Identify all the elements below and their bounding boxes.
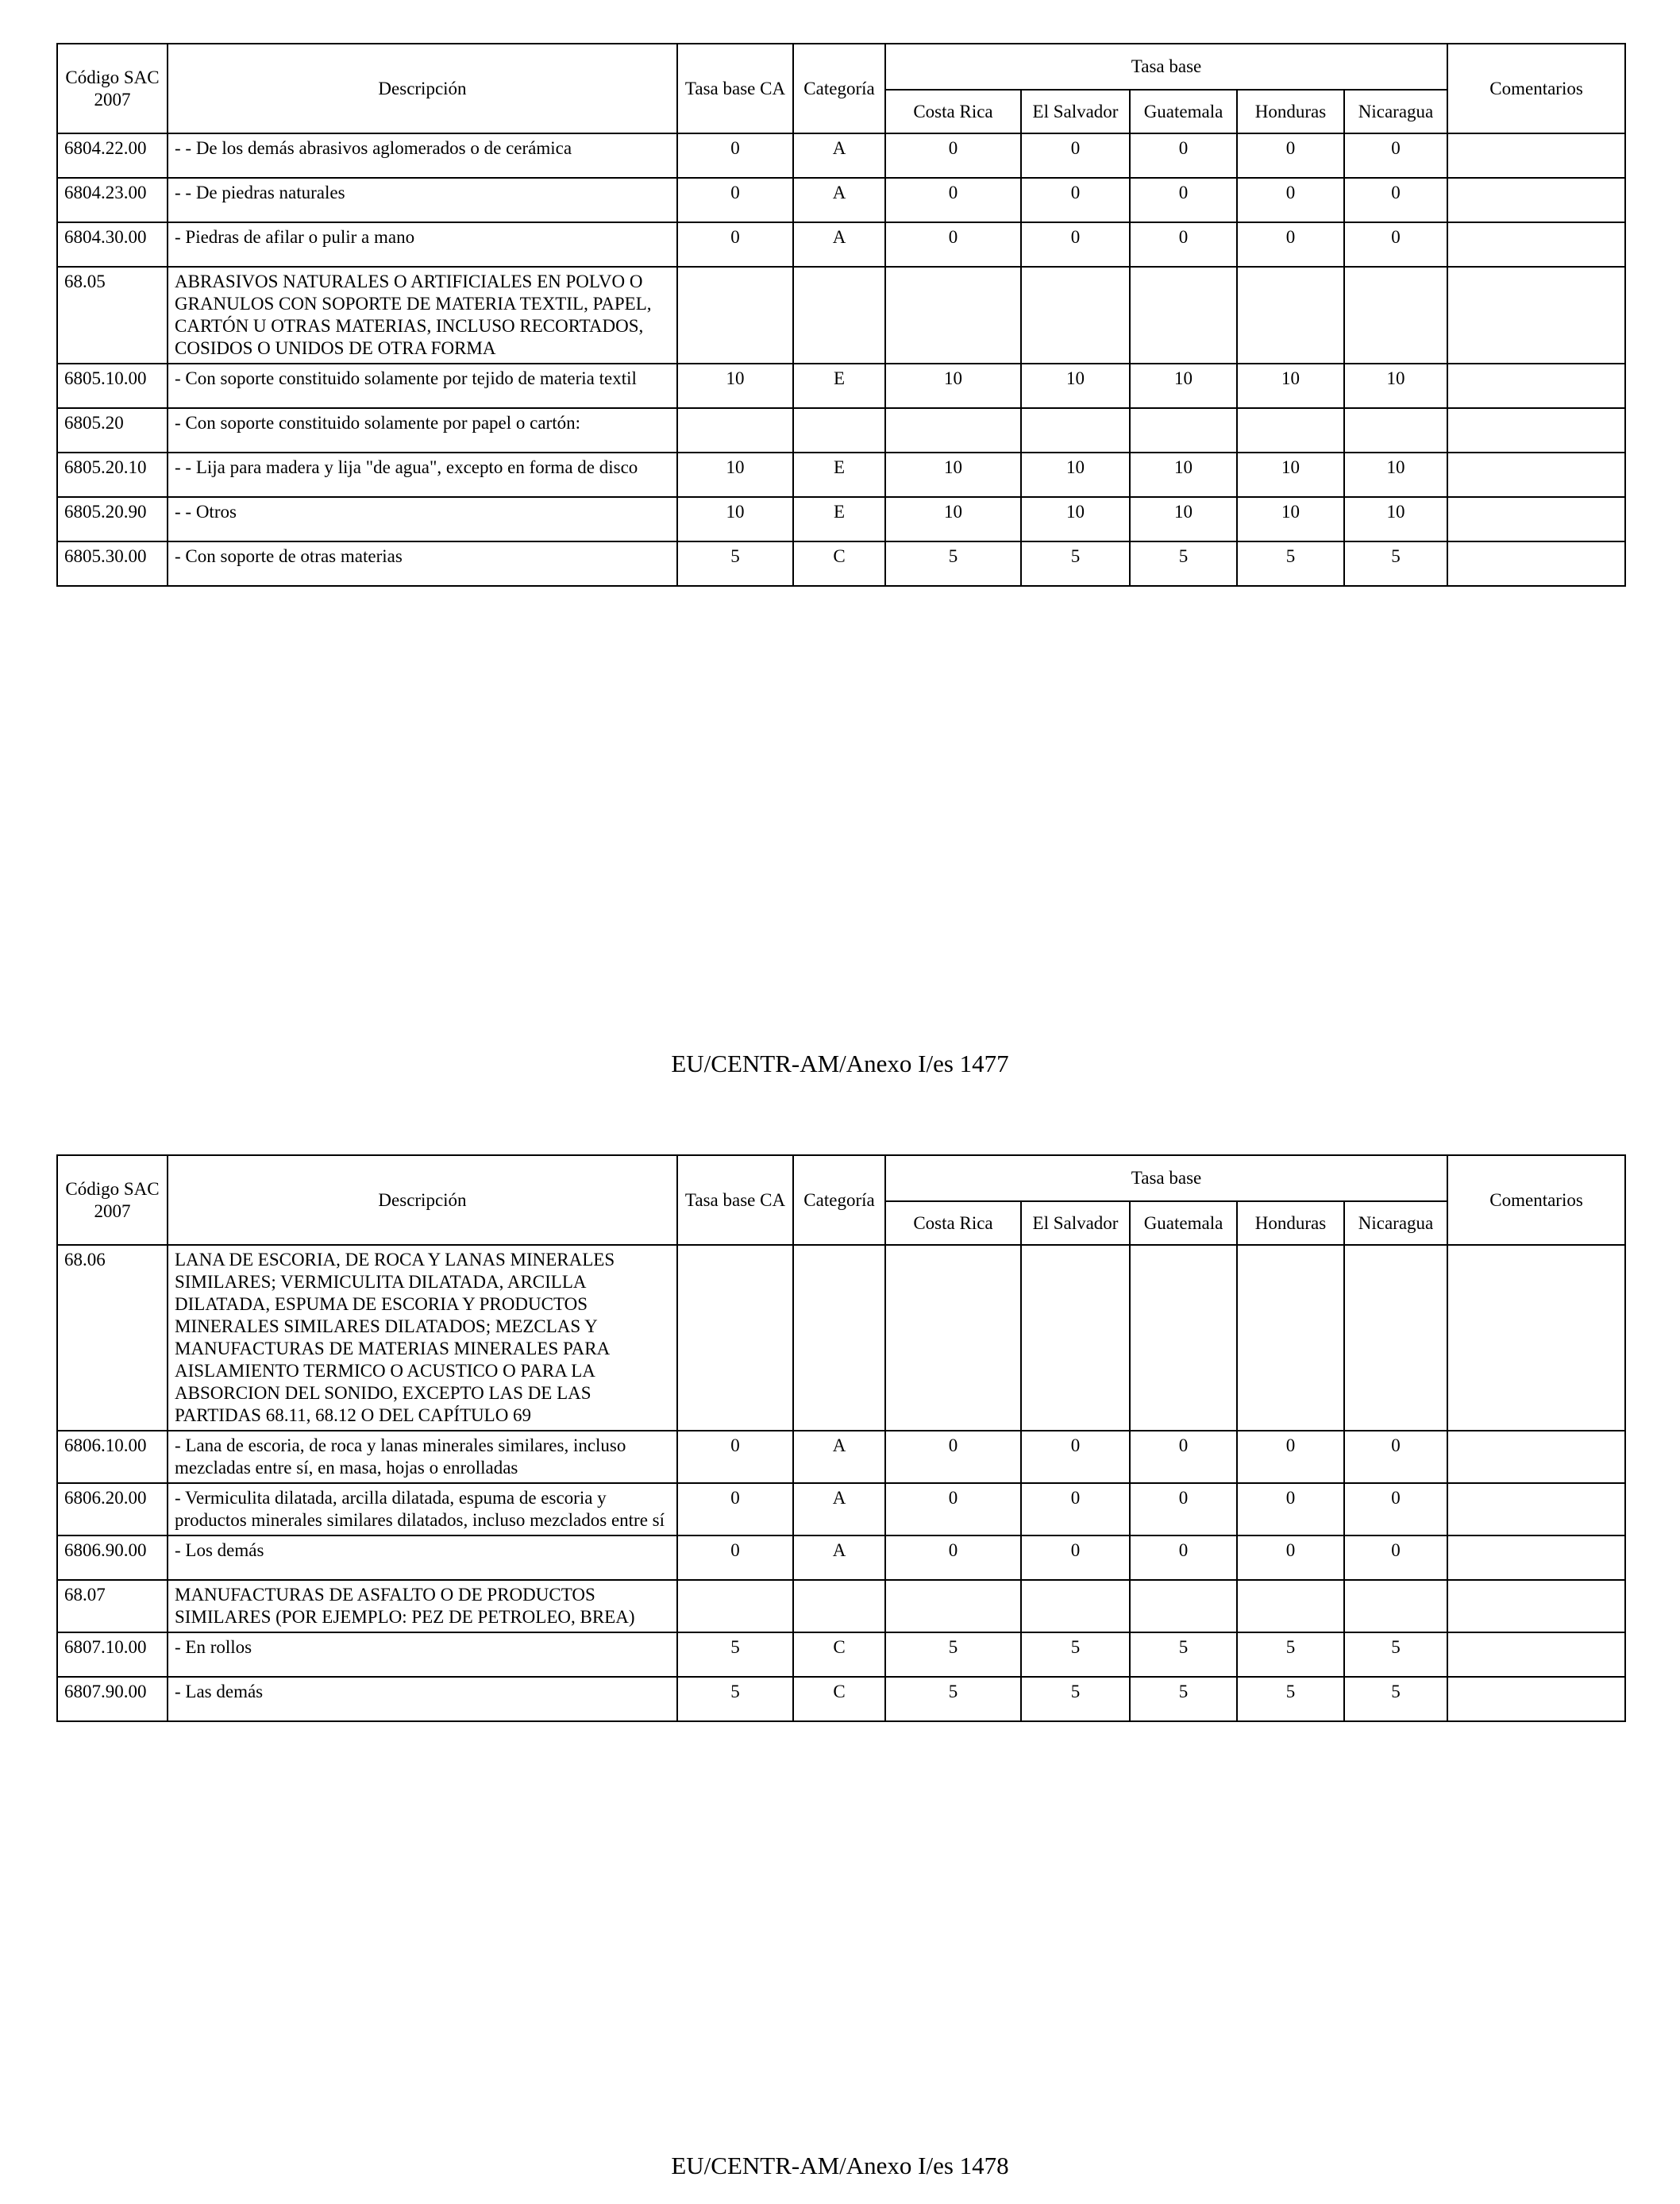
cell-honduras: 0	[1237, 178, 1344, 222]
table-row	[57, 453, 1625, 497]
table-row	[57, 1431, 1625, 1483]
cell-description: - - De piedras naturales	[168, 178, 677, 222]
cell-categoria: C	[793, 1677, 885, 1721]
cell-description: LANA DE ESCORIA, DE ROCA Y LANAS MINERALES SIMILARES; VERMICULITA DILATADA, ARCILLA DILATADA, ESPUMA DE ESCORIA Y PRODUCTOS MINERALES SIMILARES DILATADOS; MEZCLAS Y MANUFACTURAS DE MATERIAS MINERALES PARA AISLAMIENTO TERMICO O ACUSTICO O PARA LA ABSORCION DEL SONIDO, EXCEPTO LAS DE LAS PARTIDAS 68.11, 68.12 O DEL CAPÍTULO 69	[168, 1245, 677, 1431]
cell-description: - Con soporte constituido solamente por tejido de materia textil	[168, 364, 677, 408]
page-footer: EU/CENTR-AM/Anexo I/es 1477	[671, 1050, 1009, 1077]
table-row	[57, 1245, 1625, 1431]
cell-comentarios	[1447, 497, 1625, 541]
cell-tasa-base-ca: 0	[677, 1535, 793, 1580]
cell-costa-rica: 0	[885, 1483, 1021, 1535]
cell-tasa-base-ca: 10	[677, 364, 793, 408]
cell-code: 6805.10.00	[57, 364, 168, 408]
cell-nicaragua: 10	[1344, 497, 1447, 541]
cell-code: 68.06	[57, 1245, 168, 1431]
header-categoria: Categoría	[793, 1155, 885, 1245]
cell-code: 6806.20.00	[57, 1483, 168, 1535]
cell-el-salvador: 10	[1021, 497, 1130, 541]
cell-guatemala: 10	[1130, 453, 1237, 497]
cell-nicaragua: 5	[1344, 541, 1447, 586]
cell-tasa-base-ca: 0	[677, 178, 793, 222]
cell-description: ABRASIVOS NATURALES O ARTIFICIALES EN POLVO O GRANULOS CON SOPORTE DE MATERIA TEXTIL, PAPEL, CARTÓN U OTRAS MATERIAS, INCLUSO RECORTADOS, COSIDOS O UNIDOS DE OTRA FORMA	[168, 267, 677, 364]
cell-el-salvador: 10	[1021, 364, 1130, 408]
cell-guatemala: 5	[1130, 1632, 1237, 1677]
table-row	[57, 1580, 1625, 1632]
cell-categoria: E	[793, 497, 885, 541]
table-body	[57, 1245, 1625, 1721]
cell-guatemala: 0	[1130, 222, 1237, 267]
cell-el-salvador: 10	[1021, 453, 1130, 497]
header-comentarios: Comentarios	[1447, 1155, 1625, 1245]
cell-el-salvador: 5	[1021, 1677, 1130, 1721]
cell-costa-rica	[885, 1245, 1021, 1431]
cell-costa-rica: 10	[885, 453, 1021, 497]
cell-categoria	[793, 1245, 885, 1431]
header-costa-rica: Costa Rica	[885, 1201, 1021, 1245]
cell-nicaragua	[1344, 1245, 1447, 1431]
cell-comentarios	[1447, 222, 1625, 267]
cell-costa-rica	[885, 1580, 1021, 1632]
cell-description: - - De los demás abrasivos aglomerados o de cerámica	[168, 133, 677, 178]
cell-description: - En rollos	[168, 1632, 677, 1677]
cell-nicaragua	[1344, 267, 1447, 364]
cell-tasa-base-ca: 0	[677, 133, 793, 178]
cell-categoria: A	[793, 1483, 885, 1535]
cell-el-salvador: 0	[1021, 133, 1130, 178]
cell-nicaragua: 0	[1344, 133, 1447, 178]
cell-nicaragua: 5	[1344, 1677, 1447, 1721]
cell-costa-rica: 10	[885, 497, 1021, 541]
cell-el-salvador: 0	[1021, 222, 1130, 267]
cell-guatemala: 10	[1130, 497, 1237, 541]
cell-code: 68.05	[57, 267, 168, 364]
cell-guatemala: 0	[1130, 1483, 1237, 1535]
cell-description: - - Otros	[168, 497, 677, 541]
cell-code: 6805.20.90	[57, 497, 168, 541]
cell-tasa-base-ca: 5	[677, 1677, 793, 1721]
tariff-table	[56, 43, 1626, 587]
table-row	[57, 1632, 1625, 1677]
cell-el-salvador	[1021, 1580, 1130, 1632]
cell-comentarios	[1447, 364, 1625, 408]
cell-comentarios	[1447, 453, 1625, 497]
cell-costa-rica: 0	[885, 1535, 1021, 1580]
cell-code: 6804.23.00	[57, 178, 168, 222]
cell-comentarios	[1447, 1677, 1625, 1721]
header-tasa-base: Tasa base	[885, 44, 1447, 90]
cell-code: 6807.90.00	[57, 1677, 168, 1721]
cell-description: - Lana de escoria, de roca y lanas minerales similares, incluso mezcladas entre sí, en masa, hojas o enrolladas	[168, 1431, 677, 1483]
cell-guatemala	[1130, 267, 1237, 364]
cell-honduras	[1237, 1580, 1344, 1632]
cell-costa-rica: 0	[885, 133, 1021, 178]
table-row	[57, 541, 1625, 586]
cell-categoria: E	[793, 453, 885, 497]
header-costa-rica: Costa Rica	[885, 90, 1021, 133]
cell-costa-rica: 5	[885, 1632, 1021, 1677]
cell-honduras: 0	[1237, 1431, 1344, 1483]
tariff-table	[56, 1154, 1626, 1722]
cell-tasa-base-ca: 5	[677, 1632, 793, 1677]
table-row	[57, 364, 1625, 408]
cell-nicaragua	[1344, 1580, 1447, 1632]
cell-code: 6805.20	[57, 408, 168, 453]
table-row	[57, 267, 1625, 364]
cell-nicaragua: 0	[1344, 1535, 1447, 1580]
cell-honduras	[1237, 408, 1344, 453]
table-row	[57, 408, 1625, 453]
header-honduras: Honduras	[1237, 90, 1344, 133]
cell-el-salvador	[1021, 1245, 1130, 1431]
cell-nicaragua: 0	[1344, 178, 1447, 222]
cell-tasa-base-ca	[677, 267, 793, 364]
cell-tasa-base-ca: 0	[677, 1431, 793, 1483]
header-description: Descripción	[168, 44, 677, 133]
cell-comentarios	[1447, 1483, 1625, 1535]
header-comentarios: Comentarios	[1447, 44, 1625, 133]
cell-comentarios	[1447, 133, 1625, 178]
cell-el-salvador: 0	[1021, 1483, 1130, 1535]
header-code: Código SAC 2007	[57, 44, 168, 133]
header-code: Código SAC 2007	[57, 1155, 168, 1245]
header-honduras: Honduras	[1237, 1201, 1344, 1245]
cell-costa-rica: 0	[885, 178, 1021, 222]
cell-description: - Piedras de afilar o pulir a mano	[168, 222, 677, 267]
cell-description: - - Lija para madera y lija "de agua", excepto en forma de disco	[168, 453, 677, 497]
table-body	[57, 133, 1625, 586]
cell-code: 6805.30.00	[57, 541, 168, 586]
cell-costa-rica: 0	[885, 1431, 1021, 1483]
cell-categoria: A	[793, 1431, 885, 1483]
cell-categoria	[793, 408, 885, 453]
cell-guatemala: 0	[1130, 1431, 1237, 1483]
cell-code: 6804.30.00	[57, 222, 168, 267]
cell-comentarios	[1447, 178, 1625, 222]
table-row	[57, 222, 1625, 267]
header-tasa-base-ca: Tasa base CA	[677, 1155, 793, 1245]
cell-nicaragua: 0	[1344, 1483, 1447, 1535]
cell-categoria	[793, 267, 885, 364]
cell-guatemala: 10	[1130, 364, 1237, 408]
cell-description: - Vermiculita dilatada, arcilla dilatada, espuma de escoria y productos minerales similares dilatados, incluso mezclados entre sí	[168, 1483, 677, 1535]
cell-code: 6804.22.00	[57, 133, 168, 178]
cell-nicaragua: 5	[1344, 1632, 1447, 1677]
cell-tasa-base-ca	[677, 1580, 793, 1632]
cell-guatemala: 5	[1130, 1677, 1237, 1721]
cell-code: 6807.10.00	[57, 1632, 168, 1677]
cell-code: 6805.20.10	[57, 453, 168, 497]
cell-tasa-base-ca: 5	[677, 541, 793, 586]
cell-code: 6806.10.00	[57, 1431, 168, 1483]
cell-description: - Los demás	[168, 1535, 677, 1580]
table-row	[57, 1677, 1625, 1721]
cell-categoria: E	[793, 364, 885, 408]
cell-el-salvador: 0	[1021, 1431, 1130, 1483]
cell-costa-rica: 0	[885, 222, 1021, 267]
header-guatemala: Guatemala	[1130, 90, 1237, 133]
cell-honduras: 10	[1237, 497, 1344, 541]
cell-categoria: A	[793, 178, 885, 222]
tariff-table-block-1	[56, 43, 1624, 587]
cell-honduras: 0	[1237, 1483, 1344, 1535]
cell-honduras: 10	[1237, 453, 1344, 497]
cell-costa-rica	[885, 408, 1021, 453]
cell-honduras: 5	[1237, 1632, 1344, 1677]
cell-comentarios	[1447, 1580, 1625, 1632]
cell-honduras: 10	[1237, 364, 1344, 408]
cell-comentarios	[1447, 408, 1625, 453]
header-guatemala: Guatemala	[1130, 1201, 1237, 1245]
cell-comentarios	[1447, 267, 1625, 364]
header-tasa-base: Tasa base	[885, 1155, 1447, 1201]
cell-nicaragua	[1344, 408, 1447, 453]
cell-honduras: 5	[1237, 541, 1344, 586]
cell-comentarios	[1447, 1245, 1625, 1431]
cell-comentarios	[1447, 1632, 1625, 1677]
cell-guatemala	[1130, 408, 1237, 453]
header-categoria: Categoría	[793, 44, 885, 133]
cell-nicaragua: 10	[1344, 453, 1447, 497]
header-description: Descripción	[168, 1155, 677, 1245]
cell-el-salvador: 5	[1021, 1632, 1130, 1677]
table-row	[57, 497, 1625, 541]
cell-honduras: 5	[1237, 1677, 1344, 1721]
tariff-table-block-2	[56, 1154, 1624, 1722]
cell-categoria	[793, 1580, 885, 1632]
cell-guatemala	[1130, 1580, 1237, 1632]
table-row	[57, 1535, 1625, 1580]
cell-tasa-base-ca	[677, 1245, 793, 1431]
cell-honduras	[1237, 1245, 1344, 1431]
cell-description: - Con soporte constituido solamente por papel o cartón:	[168, 408, 677, 453]
cell-code: 6806.90.00	[57, 1535, 168, 1580]
cell-categoria: C	[793, 1632, 885, 1677]
table-row	[57, 1483, 1625, 1535]
cell-honduras: 0	[1237, 1535, 1344, 1580]
cell-tasa-base-ca: 10	[677, 453, 793, 497]
cell-nicaragua: 0	[1344, 222, 1447, 267]
cell-categoria: C	[793, 541, 885, 586]
cell-categoria: A	[793, 133, 885, 178]
cell-description: MANUFACTURAS DE ASFALTO O DE PRODUCTOS SIMILARES (POR EJEMPLO: PEZ DE PETROLEO, BREA)	[168, 1580, 677, 1632]
cell-el-salvador	[1021, 267, 1130, 364]
cell-costa-rica: 5	[885, 541, 1021, 586]
cell-el-salvador: 5	[1021, 541, 1130, 586]
cell-description: - Las demás	[168, 1677, 677, 1721]
cell-guatemala: 5	[1130, 541, 1237, 586]
cell-comentarios	[1447, 1431, 1625, 1483]
table-row	[57, 133, 1625, 178]
cell-honduras	[1237, 267, 1344, 364]
cell-comentarios	[1447, 541, 1625, 586]
header-nicaragua: Nicaragua	[1344, 1201, 1447, 1245]
cell-tasa-base-ca: 0	[677, 222, 793, 267]
cell-tasa-base-ca: 10	[677, 497, 793, 541]
cell-tasa-base-ca: 0	[677, 1483, 793, 1535]
page-footer: EU/CENTR-AM/Anexo I/es 1478	[671, 2152, 1009, 2179]
header-el-salvador: El Salvador	[1021, 1201, 1130, 1245]
header-nicaragua: Nicaragua	[1344, 90, 1447, 133]
header-tasa-base-ca: Tasa base CA	[677, 44, 793, 133]
table-row	[57, 178, 1625, 222]
cell-costa-rica	[885, 267, 1021, 364]
cell-nicaragua: 10	[1344, 364, 1447, 408]
cell-el-salvador: 0	[1021, 178, 1130, 222]
cell-guatemala: 0	[1130, 178, 1237, 222]
cell-guatemala: 0	[1130, 133, 1237, 178]
cell-comentarios	[1447, 1535, 1625, 1580]
header-el-salvador: El Salvador	[1021, 90, 1130, 133]
cell-code: 68.07	[57, 1580, 168, 1632]
cell-el-salvador	[1021, 408, 1130, 453]
cell-costa-rica: 10	[885, 364, 1021, 408]
cell-tasa-base-ca	[677, 408, 793, 453]
cell-categoria: A	[793, 1535, 885, 1580]
cell-honduras: 0	[1237, 133, 1344, 178]
cell-guatemala: 0	[1130, 1535, 1237, 1580]
cell-guatemala	[1130, 1245, 1237, 1431]
cell-description: - Con soporte de otras materias	[168, 541, 677, 586]
cell-nicaragua: 0	[1344, 1431, 1447, 1483]
cell-honduras: 0	[1237, 222, 1344, 267]
cell-costa-rica: 5	[885, 1677, 1021, 1721]
cell-el-salvador: 0	[1021, 1535, 1130, 1580]
cell-categoria: A	[793, 222, 885, 267]
